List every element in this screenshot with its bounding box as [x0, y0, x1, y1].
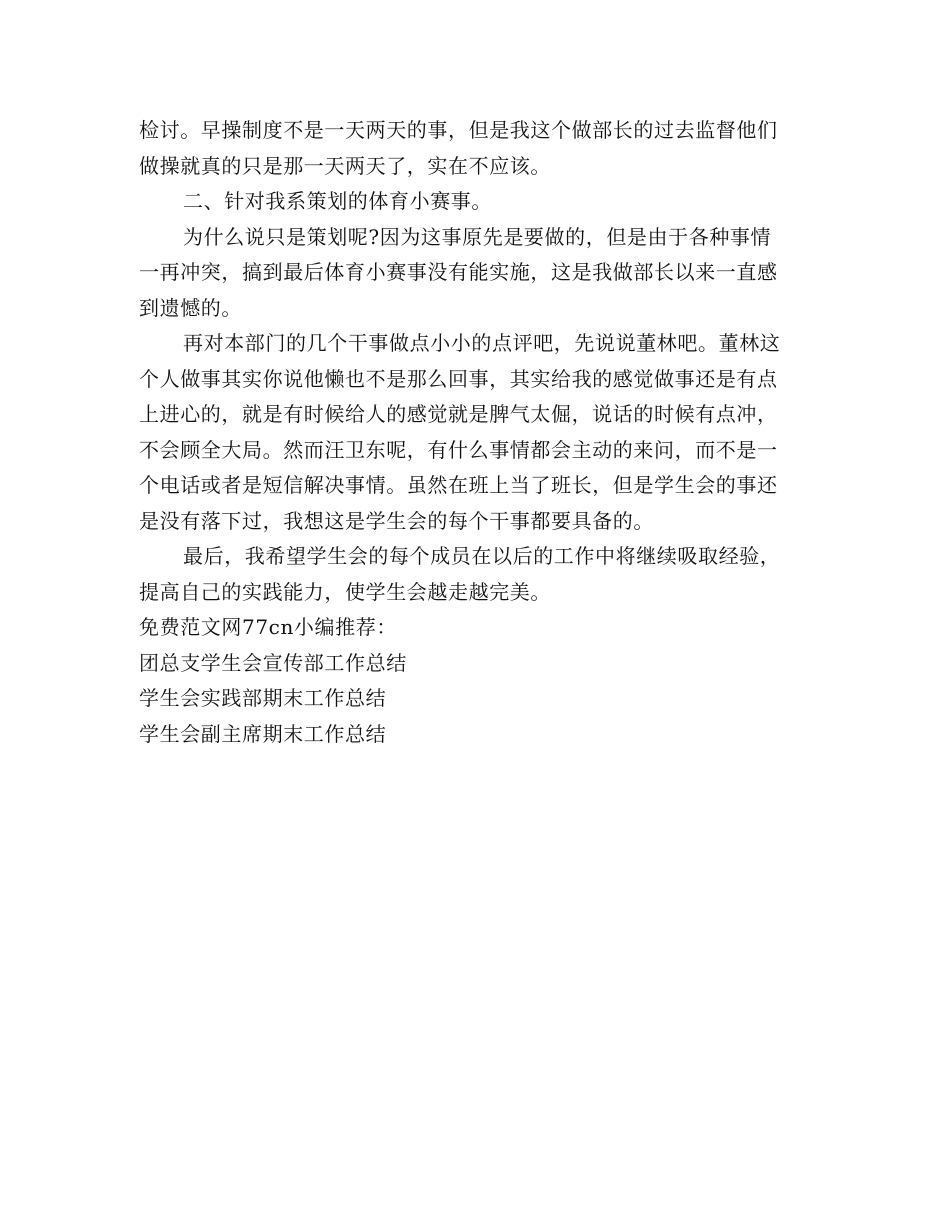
paragraph-line: 提高自己的实践能力，使学生会越走越完美。 — [139, 579, 551, 604]
document-page — [139, 113, 815, 752]
recommend-link[interactable]: 学生会实践部期末工作总结 — [139, 686, 387, 710]
section-heading: 二、针对我系策划的体育小赛事。 — [183, 189, 492, 213]
recommend-heading: 免费范文网77cn小编推荐： — [139, 615, 397, 639]
recommend-link[interactable]: 学生会副主席期末工作总结 — [139, 721, 387, 746]
paragraph-line: 不会顾全大局。然而汪卫东呢，有什么事情都会主动的来问，而不是一 — [139, 437, 778, 462]
paragraph-line: 是没有落下过，我想这是学生会的每个干事都要具备的。 — [139, 508, 654, 533]
paragraph-line: 上进心的，就是有时候给人的感觉就是脾气太倔，说话的时候有点冲， — [139, 402, 778, 426]
recommend-link[interactable]: 团总支学生会宣传部工作总结 — [139, 650, 407, 675]
paragraph-line: 到遗憾的。 — [139, 295, 242, 320]
paragraph-line: 最后，我希望学生会的每个成员在以后的工作中将继续吸取经验， — [183, 544, 781, 568]
paragraph-line: 为什么说只是策划呢?因为这事原先是要做的，但是由于各种事情 — [183, 224, 772, 249]
paragraph-line: 一再冲突，搞到最后体育小赛事没有能实施，这是我做部长以来一直感 — [139, 260, 778, 284]
paragraph-line: 个电话或者是短信解决事情。虽然在班上当了班长，但是学生会的事还 — [139, 473, 778, 497]
paragraph-line: 做操就真的只是那一天两天了，实在不应该。 — [139, 153, 551, 178]
paragraph-line: 检讨。早操制度不是一天两天的事，但是我这个做部长的过去监督他们 — [139, 118, 778, 142]
paragraph-line: 个人做事其实你说他懒也不是那么回事，其实给我的感觉做事还是有点 — [139, 366, 778, 391]
paragraph-line: 再对本部门的几个干事做点小小的点评吧，先说说董林吧。董林这 — [183, 331, 781, 355]
